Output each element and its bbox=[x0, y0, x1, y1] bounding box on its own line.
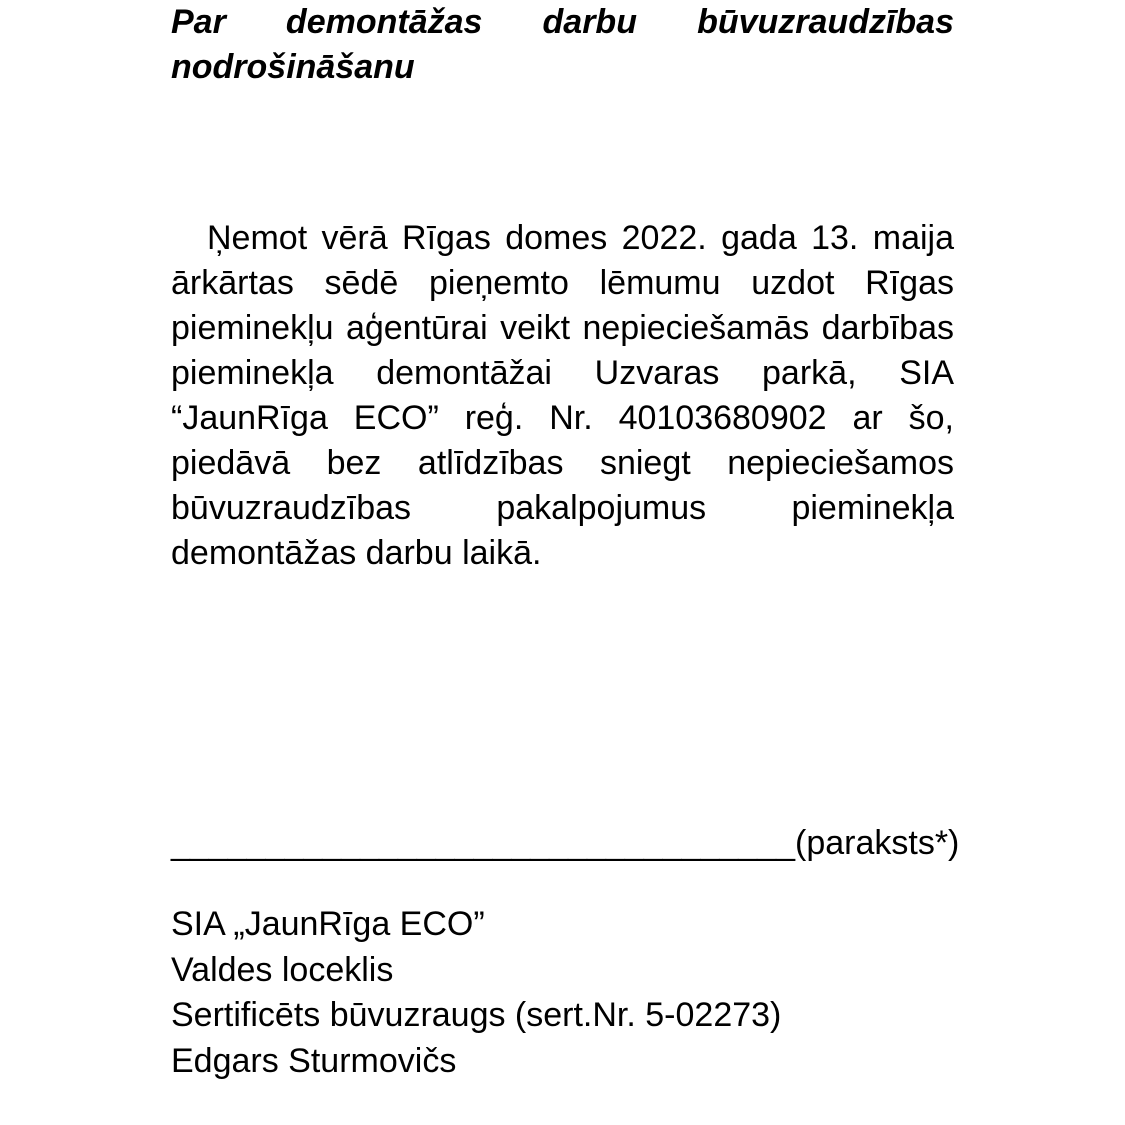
signer-position: Valdes loceklis bbox=[171, 950, 394, 989]
signer-block bbox=[171, 902, 954, 1084]
signer-name: Edgars Sturmovičs bbox=[171, 1041, 457, 1080]
signer-certificate: Sertificēts būvuzraugs (sert.Nr. 5-02273) bbox=[171, 996, 782, 1034]
signature-line: _________________________________(paraksts*) bbox=[171, 824, 960, 862]
document bbox=[171, 0, 960, 1084]
document-body: Ņemot vērā Rīgas domes 2022. gada 13. maija ārkārtas sēdē pieņemto lēmumu uzdot Rīgas pieminekļu aģentūrai veikt nepieciešamās darbības pieminekļa demontāžai Uzvaras parkā, SIA “JaunRīga ECO” reģ. Nr. 40103680902 ar šo, piedāvā bez atlīdzības sniegt nepieciešamos būvuzraudzības pakalpojumus pieminekļa demontāžas darbu laikā. bbox=[171, 219, 954, 572]
signer-company: SIA „JaunRīga ECO” bbox=[171, 905, 485, 943]
document-heading: Par demontāžas darbu būvuzraudzības nodrošināšanu bbox=[171, 3, 954, 86]
